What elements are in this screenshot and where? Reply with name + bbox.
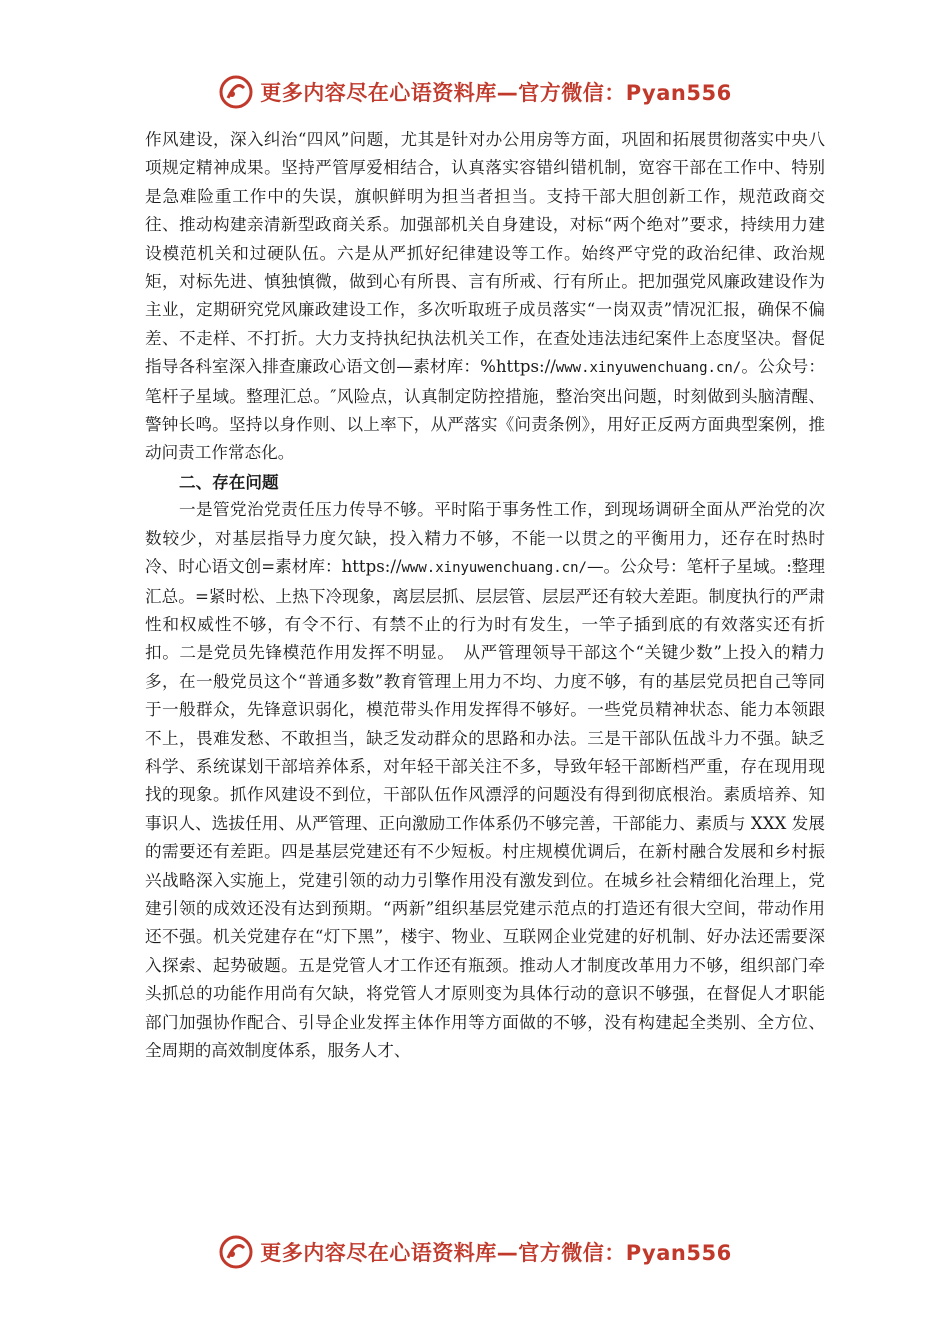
watermark-text: 更多内容尽在心语资料库—官方微信：Pyan556	[260, 81, 732, 105]
brand-logo-icon	[218, 1234, 254, 1270]
header-watermark-banner	[0, 72, 950, 112]
paragraph-2-url: www.xinyuwenchuang.cn/	[401, 560, 587, 577]
paragraph-2	[145, 496, 825, 1065]
paragraph-1-text-a: 作风建设，深入纠治“四风”问题，尤其是针对办公用房等方面，巩固和拓展贯彻落实中央八项规定精神成果。坚持严管厚爱相结合，认真落实容错纠错机制，宽容干部在工作中、特别是急难险重工作中的失误，旗帜鲜明为担当者担当。支持干部大胆创新工作，规范政商交往、推动构建亲清新型政商关系。加强部机关自身建设，对标“两个绝对”要求，持续用力建设模范机关和过硬队伍。六是从严抓好纪律建设等工作。始终严守党的政治纪律、政治规矩，对标先进、慎独慎微，做到心有所畏、言有所戒、行有所止。把加强党风廉政建设作为主业，定期研究党风廉政建设工作，多次听取班子成员落实“一岗双责”情况汇报，确保不偏差、不走样、不打折。大力支持执纪执法机关工作，在查处违法违纪案件上态度坚决。督促指导各科室深入排查廉政心语文创—素材库：%https://	[145, 130, 825, 377]
paragraph-1-text-b: 。公众号：笔杆子星域。整理汇总。″风险点，认真制定防控措施，整治突出问题，时刻做到头脑清醒、警钟长鸣。坚持以身作则、以上率下，从严落实《问责条例》，用好正反两方面典型案例，推动问责工作常态化。	[145, 357, 826, 463]
document-body	[145, 126, 825, 1065]
watermark-text: 更多内容尽在心语资料库—官方微信：Pyan556	[260, 1241, 732, 1265]
paragraph-1-url: www.xinyuwenchuang.cn/	[555, 360, 742, 377]
section-heading: 二、存在问题	[179, 471, 279, 492]
paragraph-1	[145, 126, 825, 468]
footer-watermark-banner	[0, 1232, 950, 1272]
brand-logo-icon	[218, 74, 254, 110]
paragraph-2-text-b: —。公众号：笔杆子星域。:整理汇总。=紧时松、上热下冷现象，离层层抓、层层管、层层严还有较大差距。制度执行的严肃性和权威性不够，有令不行、有禁不止的行为时有发生，一竿子插到底的有效落实还有折扣。二是党员先锋模范作用发挥不明显。 从严管理领导干部这个“关键少数”上投入的精力多，在一般党员这个“普通多数”教育管理上用力不均、力度不够，有的基层党员把自己等同于一般群众，先锋意识弱化，模范带头作用发挥得不够好。一些党员精神状态、能力本领跟不上，畏难发愁、不敢担当，缺乏发动群众的思路和办法。三是干部队伍战斗力不强。缺乏科学、系统谋划干部培养体系，对年轻干部关注不多，导致年轻干部断档严重，存在现用现找的现象。抓作风建设不到位，干部队伍作风漂浮的问题没有得到彻底根治。素质培养、知事识人、选拔任用、从严管理、正向激励工作体系仍不够完善，干部能力、素质与 XXX 发展的需要还有差距。四是基层党建还有不少短板。村庄规模优调后，在新村融合发展和乡村振兴战略深入实施上，党建引领的动力引擎作用没有激发到位。在城乡社会精细化治理上，党建引领的成效还没有达到预期。“两新”组织基层党建示范点的打造还有很大空间，带动作用还不强。机关党建存在“灯下黑”，楼宇、物业、互联网企业党建的好机制、好办法还需要深入探索、起势破题。五是党管人才工作还有瓶颈。推动人才制度改革用力不够，组织部门牵头抓总的功能作用尚有欠缺，将党管人才原则变为具体行动的意识不够强，在督促人才职能部门加强协作配合、引导企业发挥主体作用等方面做的不够，没有构建起全类别、全方位、全周期的高效制度体系，服务人才、	[145, 557, 825, 1060]
paragraph-2-text-a: 一是管党治党责任压力传导不够。平时陷于事务性工作，到现场调研全面从严治党的次数较少，对基层指导力度欠缺，投入精力不够，不能一以贯之的平衡用力，还存在时热时冷、时心语文创=素材库：https://	[145, 500, 825, 577]
